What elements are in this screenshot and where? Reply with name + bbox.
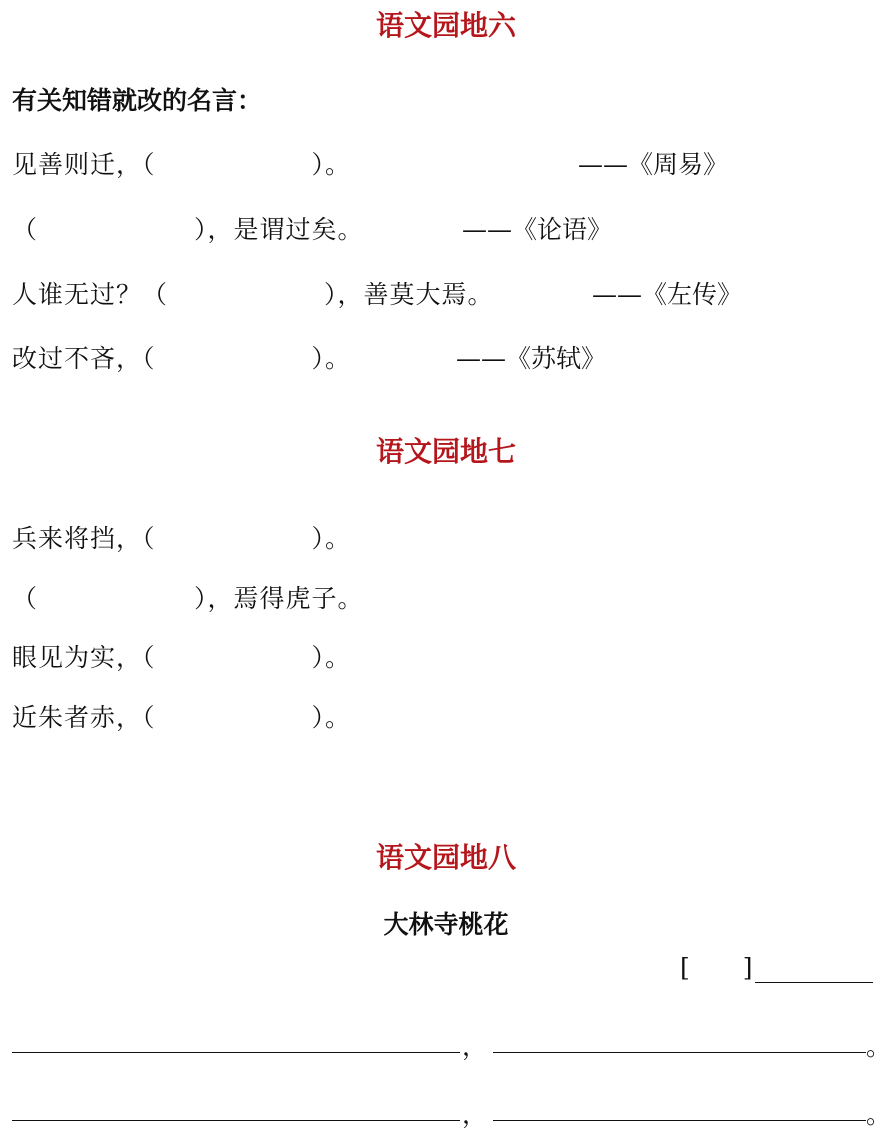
poem-period: 。 bbox=[866, 1100, 892, 1129]
author-answer-line[interactable] bbox=[755, 982, 873, 983]
poem-comma: ， bbox=[462, 1100, 488, 1129]
quote-line: 见善则迁，（ ）。 bbox=[12, 150, 352, 179]
section-subtitle-6: 有关知错就改的名言： bbox=[12, 86, 263, 115]
quote-line: 改过不吝，（ ）。 bbox=[12, 344, 352, 373]
poem-blank-line[interactable] bbox=[493, 1052, 866, 1053]
quote-source: ——《左传》 bbox=[592, 280, 743, 309]
poem-blank-line[interactable] bbox=[493, 1120, 866, 1121]
proverb-line: 兵来将挡，（ ）。 bbox=[12, 524, 352, 553]
section-title-6: 语文园地六 bbox=[375, 9, 516, 42]
poem-blank-line[interactable] bbox=[12, 1052, 460, 1053]
quote-source: ——《周易》 bbox=[578, 150, 729, 179]
quote-line: 人谁无过？（ ），善莫大焉。 bbox=[12, 280, 494, 309]
quote-source: ——《苏轼》 bbox=[456, 344, 607, 373]
poem-comma: ， bbox=[462, 1032, 488, 1061]
poem-period: 。 bbox=[866, 1032, 892, 1061]
section-title-8: 语文园地八 bbox=[375, 841, 516, 874]
proverb-line: 近朱者赤，（ ）。 bbox=[12, 703, 352, 732]
author-bracket: [ ] bbox=[680, 953, 754, 982]
quote-line: （ ），是谓过矣。 bbox=[12, 215, 364, 244]
section-title-7: 语文园地七 bbox=[375, 435, 516, 468]
poem-blank-line[interactable] bbox=[12, 1120, 460, 1121]
quote-source: ——《论语》 bbox=[462, 215, 613, 244]
proverb-line: 眼见为实，（ ）。 bbox=[12, 643, 352, 672]
poem-title: 大林寺桃花 bbox=[383, 910, 509, 939]
proverb-line: （ ），焉得虎子。 bbox=[12, 584, 364, 613]
